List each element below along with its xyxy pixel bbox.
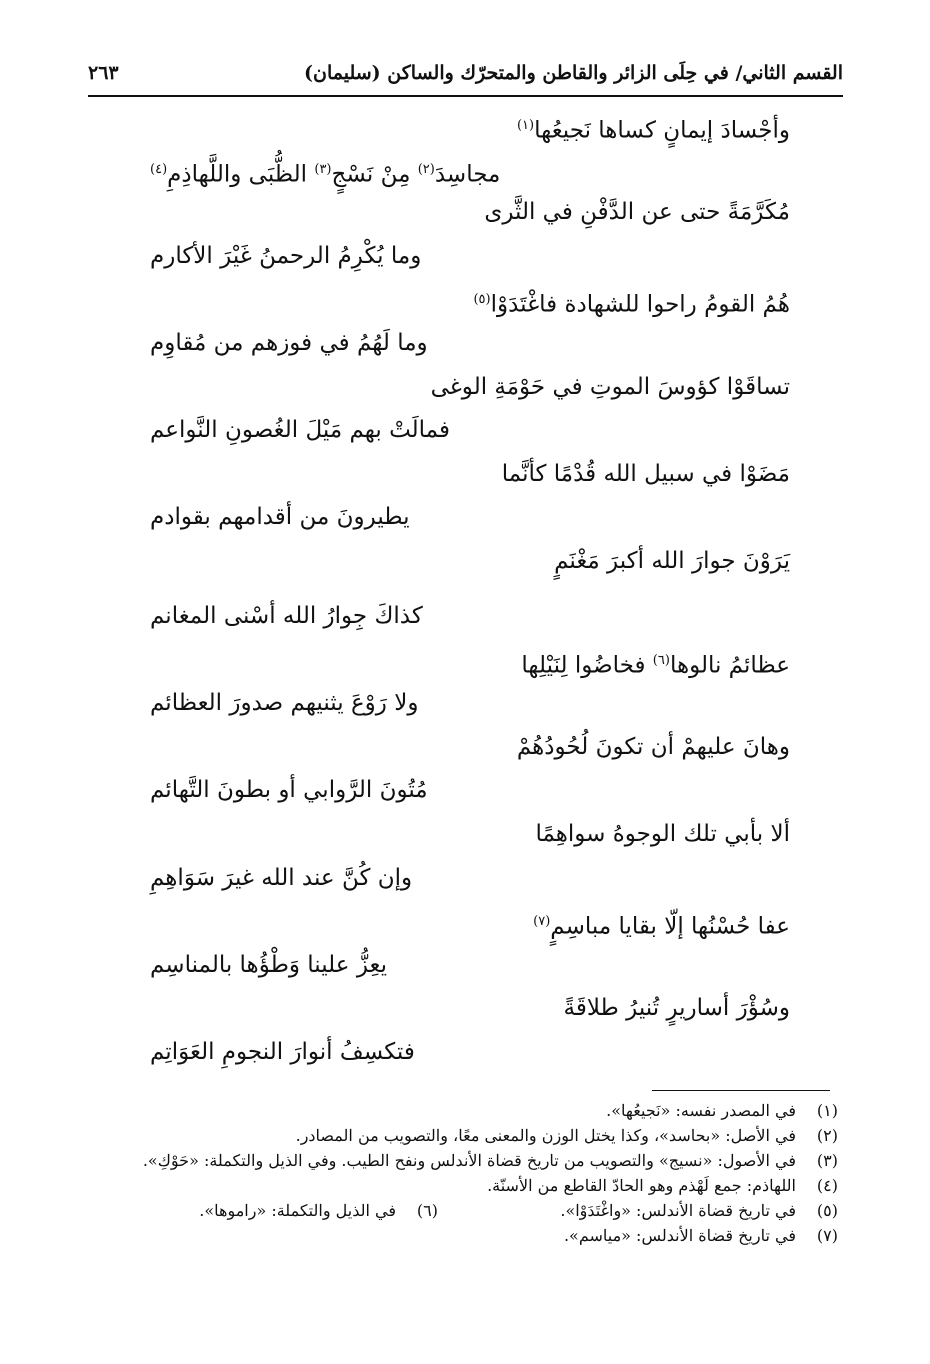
footnote-marker: (٣) xyxy=(314,161,332,177)
footnote-text: اللهاذم: جمع لَهْذم وهو الحادّ القاطع من الأسنّة. xyxy=(487,1176,796,1195)
footnote-number: (٣) xyxy=(816,1151,838,1170)
chapter-title: القسم الثاني/ في حِلَى الزائر والقاطن والمتحرّك والساكن (سليمان) xyxy=(304,62,843,84)
footnote xyxy=(90,1098,838,1123)
verse-line: وإن كُنَّ عند الله غيرَ سَوَاهِمِ xyxy=(150,864,413,891)
poem xyxy=(110,104,810,1074)
footnote-marker: (٦) xyxy=(652,652,670,668)
footnote-number: (٦) xyxy=(416,1201,438,1220)
footnote xyxy=(199,1198,438,1223)
footnote-number: (١) xyxy=(816,1101,838,1120)
footnote-marker: (٢) xyxy=(417,161,435,177)
footnote-marker: (٧) xyxy=(533,914,551,930)
verse-line: مُتُونَ الرَّوابي أو بطونَ التَّهائم xyxy=(150,777,428,804)
verse-line: عظائمُ نالوها$^{(٦)}$ فخاضُوا لِنَيْلِها xyxy=(521,652,790,679)
verse-line: مَضَوْا في سبيل الله قُدْمًا كأنَّما xyxy=(501,460,790,487)
footnotes xyxy=(90,1098,838,1248)
verse-line: يطيرونَ من أقدامهم بقوادم xyxy=(150,504,410,531)
footnote-marker: (٤) xyxy=(150,161,168,177)
verse-line: ألا بأبي تلك الوجوهُ سواهِمًا xyxy=(535,820,790,847)
verse-line: يَرَوْنَ جوارَ الله أكبرَ مَغْنَمٍ xyxy=(554,547,790,574)
verse-line: يعِزُّ علينا وَطْؤُها بالمناسِم xyxy=(150,951,388,978)
footnote-text: في الذيل والتكملة: «راموها». xyxy=(199,1201,396,1220)
footnote-text: في المصدر نفسه: «نَجيعُها». xyxy=(606,1101,796,1120)
footnote xyxy=(90,1123,838,1148)
verse-line: فتكسِفُ أنوارَ النجومِ العَوَاتِم xyxy=(150,1038,415,1065)
verse-line: كذاكَ جِوارُ الله أسْنى المغانم xyxy=(150,602,423,629)
footnote-text: في تاريخ قضاة الأندلس: «مياسم». xyxy=(563,1226,796,1245)
footnote-number: (٤) xyxy=(816,1176,838,1195)
footnote xyxy=(90,1173,838,1198)
header-rule xyxy=(88,95,843,97)
verse-line: مُكَرَّمَةً حتى عن الدَّفْنِ في الثَّرى xyxy=(484,199,790,226)
verse-line: وما لَهُمُ في فوزهم من مُقاوِم xyxy=(150,329,428,356)
footnote-marker: (٥) xyxy=(473,292,491,308)
footnote-text: في الأصول: «نسيج» والتصويب من تاريخ قضاة الأندلس ونفح الطيب. وفي الذيل والتكملة: «حَوْكِ». xyxy=(142,1151,796,1170)
footnote-text: في الأصل: «بحاسد»، وكذا يختل الوزن والمعنى معًا، والتصويب من المصادر. xyxy=(295,1126,796,1145)
page-number: ٢٦٣ xyxy=(88,62,119,84)
footnote-text: في تاريخ قضاة الأندلس: «واغْتَدَوْا». xyxy=(560,1201,796,1220)
verse-line: مجاسِدَ$^{(٢)}$ مِنْ نَسْجٍ$^{(٣)}$ الظُّبَى واللَّهاذِمِ$^{(٤)}$ xyxy=(150,161,501,188)
verse-line: ولا رَوْعَ يثنيهم صدورَ العظائم xyxy=(150,690,419,717)
footnote-number: (٧) xyxy=(816,1226,838,1245)
footnote-marker: (١) xyxy=(516,118,535,133)
footnote-rule xyxy=(652,1090,830,1091)
verse-line: وأجْسادَ إيمانٍ كساها نَجيعُها$^{(١)}$ xyxy=(516,117,790,144)
verse-line: هُمُ القومُ راحوا للشهادة فاغْتَدَوْا$^{(٥)}$ xyxy=(473,292,790,319)
verse-line: وسُؤْرَ أساريرٍ تُنيرُ طلاقَةً xyxy=(563,995,790,1022)
footnote-pair xyxy=(90,1198,838,1223)
verse-line: وما يُكْرِمُ الرحمنُ غَيْرَ الأكارم xyxy=(150,242,422,269)
footnote-number: (٥) xyxy=(816,1201,838,1220)
verse-line: عفا حُسْنُها إلّا بقايا مباسِمٍ$^{(٧)}$ xyxy=(533,913,790,940)
footnote-number: (٢) xyxy=(816,1126,838,1145)
verse-line: تساقَوْا كؤوسَ الموتِ في حَوْمَةِ الوغى xyxy=(430,373,790,400)
running-header xyxy=(88,62,843,94)
footnote xyxy=(90,1223,838,1248)
footnote xyxy=(90,1148,838,1173)
verse-line: فمالَتْ بهم مَيْلَ الغُصونِ النَّواعم xyxy=(150,417,450,444)
footnote xyxy=(560,1198,838,1223)
verse-line: وهانَ عليهمْ أن تكونَ لُحُودُهُمْ xyxy=(516,733,790,760)
